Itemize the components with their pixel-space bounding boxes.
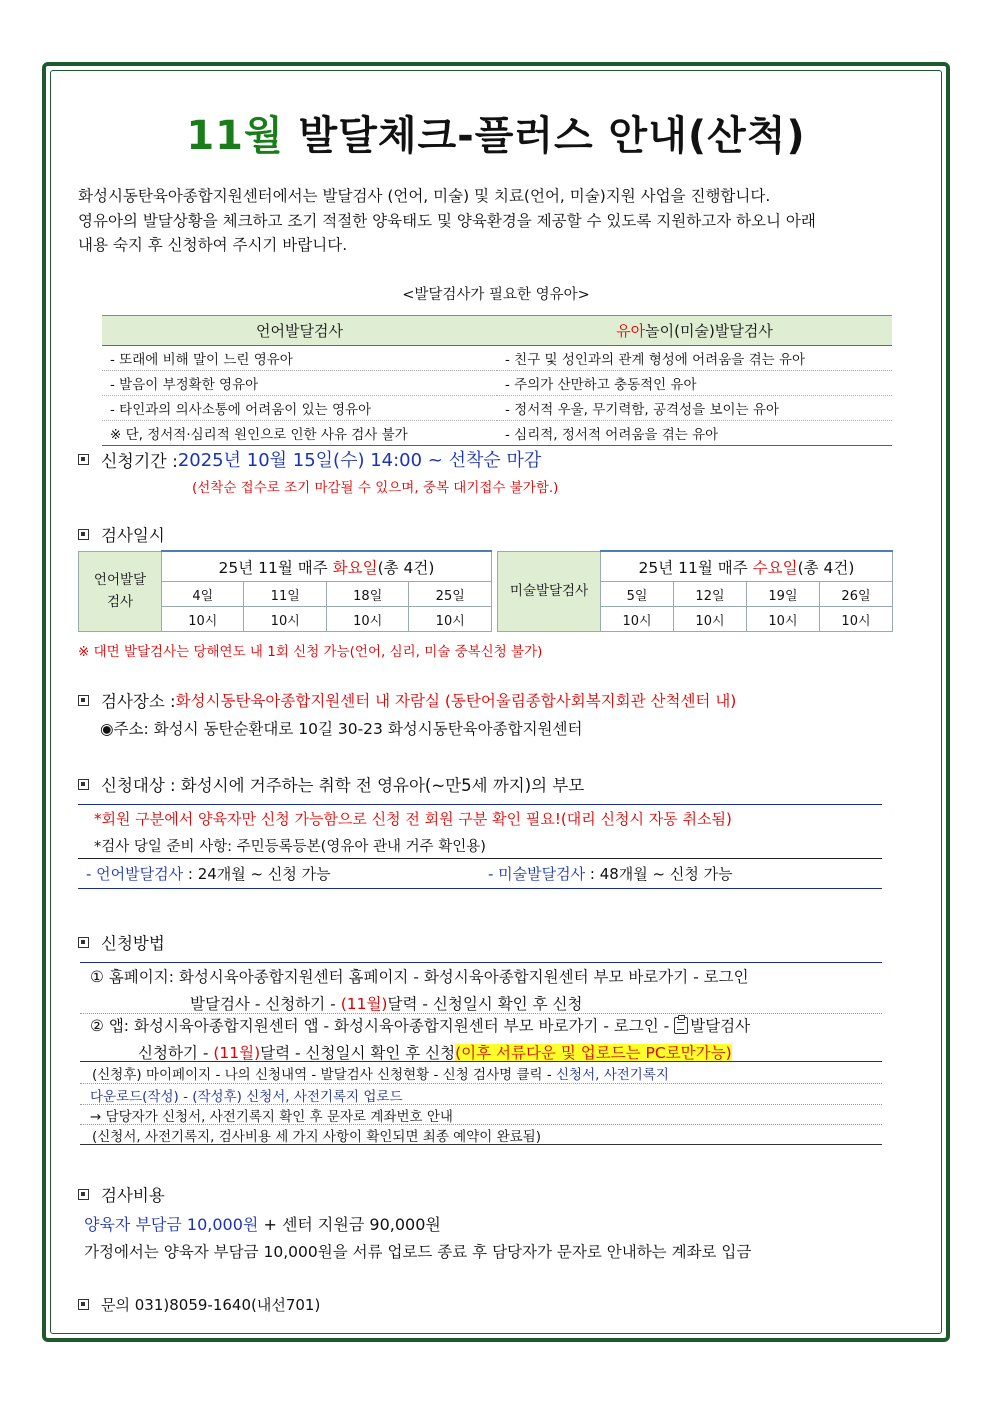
needs-col-art (497, 316, 892, 346)
schedule-time: 10시 (244, 607, 326, 632)
method-red: (11월) (213, 1044, 261, 1062)
method-red: (11월) (340, 995, 388, 1013)
schedule-date: 4일 (162, 582, 244, 607)
method-text: ② 앱: 화성시육아종합지원센터 앱 - 화성시육아종합지원센터 부모 바로가기 - 로그인 - (90, 1017, 675, 1035)
schedule-date: 11일 (244, 582, 326, 607)
method-blue: 신청서, 사전기록지 (556, 1067, 669, 1083)
method-text: 신청하기 - (138, 1044, 214, 1062)
needs-cell: - 주의가 산만하고 충동적인 유아 (497, 371, 892, 396)
needs-cell: - 발음이 부정확한 영유아 (102, 371, 497, 396)
schedule-date: 12일 (673, 582, 746, 607)
square-bullet-icon (78, 454, 89, 465)
needs-col-art-rest: 놀이(미술)발달검사 (645, 322, 773, 340)
section-schedule (78, 522, 165, 546)
schedule-date: 26일 (819, 582, 892, 607)
method-line-7: → 담당자가 신청서, 사전기록지 확인 후 문자로 계좌번호 안내 (90, 1109, 453, 1125)
method-highlight: (이후 서류다운 및 업로드는 PC로만가능) (455, 1044, 732, 1062)
target-label: 신청대상 : 화성시에 거주하는 취학 전 영유아(~만5세 까지)의 부모 (101, 776, 585, 795)
method-line-6: 다운로드(작성) - (작성후) 신청서, 사전기록지 업로드 (90, 1089, 403, 1105)
table-row (102, 371, 892, 396)
intro-line: 내용 숙지 후 신청하여 주시기 바랍니다. (78, 236, 348, 254)
schedule-time: 10시 (746, 607, 819, 632)
schedule-note: ※ 대면 발달검사는 당해연도 내 1회 신청 가능(언어, 심리, 미술 중복신청 불가) (78, 644, 543, 660)
schedule-header-day: 화요일 (332, 558, 378, 577)
place-label: 검사장소 : (101, 692, 176, 711)
needs-cell: ※ 단, 정서적·심리적 원인으로 인한 사유 검사 불가 (102, 421, 497, 446)
needs-cell: - 심리적, 정서적 어려움을 겪는 유아 (497, 421, 892, 446)
target-language (86, 863, 331, 884)
schedule-date: 5일 (601, 582, 674, 607)
divider (78, 804, 882, 805)
needs-cell: - 정서적 우울, 무기력함, 공격성을 보이는 유아 (497, 396, 892, 421)
schedule-time: 10시 (162, 607, 244, 632)
needs-cell: - 친구 및 성인과의 관계 형성에 어려움을 겪는 유아 (497, 346, 892, 371)
needs-cell: - 타인과의 의사소통에 어려움이 있는 영유아 (102, 396, 497, 421)
intro-line: 화성시동탄육아종합지원센터에서는 발달검사 (언어, 미술) 및 치료(언어, 미술)지원 사업을 진행합니다. (78, 187, 771, 205)
schedule-date: 19일 (746, 582, 819, 607)
needs-col-art-red: 유아 (616, 322, 646, 340)
schedule-art-header (601, 551, 893, 582)
needs-col-language: 언어발달검사 (102, 316, 497, 346)
square-bullet-icon (78, 1299, 89, 1310)
divider (80, 1061, 882, 1062)
title-month: 11월 (186, 113, 284, 159)
square-bullet-icon (78, 937, 89, 948)
cost-parent: 양육자 부담금 10,000원 (84, 1215, 259, 1234)
section-cost (78, 1182, 165, 1206)
title-rest: 발달체크-플러스 안내(산척) (283, 113, 806, 159)
cost-detail: 가정에서는 양육자 부담금 10,000원을 서류 업로드 종료 후 담당자가 문자로 안내하는 계좌로 입금 (84, 1243, 752, 1261)
divider (80, 1083, 882, 1084)
cost-summary (84, 1212, 441, 1235)
schedule-language-header (162, 551, 492, 582)
table-row (102, 396, 892, 421)
schedule-time: 10시 (409, 607, 492, 632)
schedule-header-text: 25년 11월 매주 (638, 558, 753, 577)
schedule-date: 18일 (326, 582, 408, 607)
method-line-3 (90, 1014, 750, 1036)
section-target (78, 772, 584, 796)
target-art-value: : 48개월 ~ 신청 가능 (585, 865, 733, 883)
schedule-label: 검사일시 (101, 526, 165, 545)
page-title (0, 104, 992, 161)
table-row (102, 346, 892, 371)
target-art-label: - 미술발달검사 (488, 865, 586, 883)
section-contact (78, 1294, 320, 1315)
schedule-date: 25일 (409, 582, 492, 607)
schedule-art-label: 미술발달검사 (498, 551, 601, 632)
period-label: 신청기간 : (101, 451, 178, 472)
cost-center: + 센터 지원금 90,000원 (258, 1215, 441, 1234)
method-text: 발달검사 (690, 1017, 751, 1035)
method-label: 신청방법 (101, 934, 165, 953)
schedule-table-art (497, 550, 893, 632)
schedule-header-text: 25년 11월 매주 (218, 558, 333, 577)
method-text: (신청후) 마이페이지 - 나의 신청내역 - 발달검사 신청현황 - 신청 검사명 클릭 - (92, 1067, 556, 1083)
intro-line: 영유아의 발달상황을 체크하고 조기 적절한 양육태도 및 양육환경을 제공할 수 있도록 지원하고자 하오니 아래 (78, 211, 816, 230)
method-text: 달력 - 신청일시 확인 후 신청 (387, 995, 583, 1013)
method-text: 달력 - 신청일시 확인 후 신청 (260, 1044, 456, 1062)
method-line-4 (138, 1041, 732, 1063)
schedule-header-text: (총 4건) (797, 558, 855, 577)
divider (80, 962, 882, 963)
method-line-1: ① 홈페이지: 화성시육아종합지원센터 홈페이지 - 화성시육아종합지원센터 부모 바로가기 - 로그인 (90, 968, 749, 986)
target-warning: *회원 구분에서 양육자만 신청 가능함으로 신청 전 회원 구분 확인 필요!(대리 신청시 자동 취소됨) (94, 810, 732, 828)
square-bullet-icon (78, 779, 89, 790)
needs-cell: - 또래에 비해 말이 느린 영유아 (102, 346, 497, 371)
section-period (78, 446, 541, 472)
method-line-8: (신청서, 사전기록지, 검사비용 세 가지 사항이 확인되면 최종 예약이 완료됨) (92, 1129, 541, 1145)
target-language-label: - 언어발달검사 (86, 865, 184, 883)
needs-table (102, 315, 892, 446)
target-art (488, 863, 733, 884)
divider (78, 858, 882, 859)
period-note: (선착순 접수로 조기 마감될 수 있으며, 중복 대기접수 불가함.) (192, 480, 559, 496)
place-value: 화성시동탄육아종합지원센터 내 자람실 (동탄어울림종합사회복지회관 산척센터 내) (175, 692, 737, 710)
schedule-time: 10시 (819, 607, 892, 632)
schedule-time: 10시 (601, 607, 674, 632)
cost-label: 검사비용 (101, 1186, 165, 1205)
divider (80, 1144, 882, 1145)
section-method (78, 930, 165, 954)
square-bullet-icon (78, 1189, 89, 1200)
place-address: ◉주소: 화성시 동탄순환대로 10길 30-23 화성시동탄육아종합지원센터 (100, 720, 583, 738)
clipboard-icon (674, 1017, 688, 1034)
schedule-header-text: (총 4건) (377, 558, 435, 577)
method-text: 발달검사 - 신청하기 - (190, 995, 341, 1013)
method-line-2 (190, 992, 582, 1014)
square-bullet-icon (78, 695, 89, 706)
table-row (102, 421, 892, 446)
schedule-language-label: 언어발달 검사 (79, 551, 162, 632)
target-language-value: : 24개월 ~ 신청 가능 (183, 865, 331, 883)
contact-label: 문의 031)8059-1640(내선701) (101, 1296, 321, 1314)
target-prep: *검사 당일 준비 사항: 주민등록등본(영유아 관내 거주 확인용) (94, 839, 486, 855)
schedule-header-day: 수요일 (752, 558, 798, 577)
method-line-5 (92, 1063, 669, 1083)
intro-paragraph (78, 184, 928, 258)
schedule-table-language (78, 550, 492, 632)
square-bullet-icon (78, 529, 89, 540)
divider (78, 888, 882, 889)
needs-heading: <발달검사가 필요한 영유아> (402, 287, 590, 303)
schedule-time: 10시 (326, 607, 408, 632)
period-value: 2025년 10월 15일(수) 14:00 ~ 선착순 마감 (177, 450, 542, 471)
schedule-time: 10시 (673, 607, 746, 632)
section-place (78, 688, 736, 712)
